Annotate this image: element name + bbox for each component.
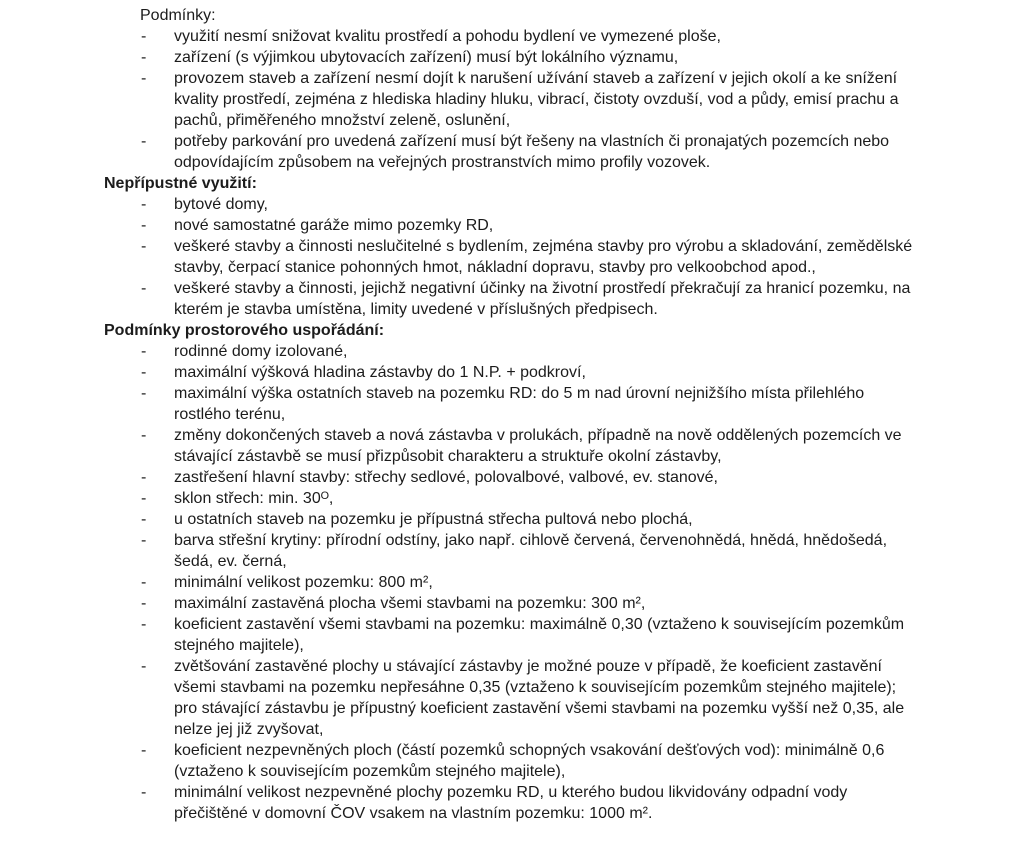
section-heading-podminky-prostoroveho-usporadani: Podmínky prostorového uspořádání:	[104, 322, 385, 339]
list-item-text: barva střešní krytiny: přírodní odstíny, jako např. cihlově červená, červenohnědá, hnědá, hnědošedá, šedá, ev. černá,	[174, 532, 888, 570]
list-item-text: nové samostatné garáže mimo pozemky RD,	[174, 217, 494, 234]
bullet-dash: -	[141, 532, 147, 549]
list-item-text: potřeby parkování pro uvedená zařízení musí být řešeny na vlastních či pronajatých pozemcích nebo odpovídajícím způsobem na veřejných prostranstvích mimo profily vozovek.	[174, 133, 890, 171]
list-item-text: veškeré stavby a činnosti neslučitelné s bydlením, zejména stavby pro výrobu a skladování, zemědělské stavby, čerpací stanice pohonných hmot, nákladní dopravu, stavby pro velkoobchod apod.,	[174, 238, 913, 276]
list-item	[141, 68, 1024, 131]
bullet-dash: -	[141, 616, 147, 633]
bullet-dash: -	[141, 49, 147, 66]
list-item-text: zastřešení hlavní stavby: střechy sedlové, polovalbové, valbové, ev. stanové,	[174, 469, 718, 486]
list-item	[141, 47, 1024, 68]
list-item	[141, 425, 1024, 467]
bullet-dash: -	[141, 574, 147, 591]
list-item-text: koeficient zastavění všemi stavbami na pozemku: maximálně 0,30 (vztaženo k souvisejícím pozemkům stejného majitele),	[174, 616, 905, 654]
list-item-text: provozem staveb a zařízení nesmí dojít k narušení užívání staveb a zařízení v jejich okolí a ke snížení kvality prostředí, zejména z hlediska hladiny hluku, vibrací, čistoty ovzduší, vod a půdy, emisí prachu a pachů, přiměřeného množství zeleně, oslunění,	[174, 70, 899, 129]
list-item	[141, 614, 1024, 656]
list-item	[141, 362, 1024, 383]
list-item	[141, 194, 1024, 215]
bullet-dash: -	[141, 427, 147, 444]
bullet-dash: -	[141, 595, 147, 612]
bullet-dash: -	[141, 133, 147, 150]
bullet-dash: -	[141, 469, 147, 486]
section-heading-nepripustne-vyuziti: Nepřípustné využití:	[104, 175, 257, 192]
list-item	[141, 467, 1024, 488]
list-item	[141, 656, 1024, 740]
bullet-dash: -	[141, 28, 147, 45]
list-item	[141, 383, 1024, 425]
bullet-dash: -	[141, 280, 147, 297]
bullet-dash: -	[141, 364, 147, 381]
list-item	[141, 236, 1024, 278]
list-item-text: koeficient nezpevněných ploch (částí pozemků schopných vsakování dešťových vod): minimálně 0,6 (vztaženo k souvisejícím pozemkům stejného majitele),	[174, 742, 885, 780]
bullet-dash: -	[141, 784, 147, 801]
list-item-text: maximální výšková hladina zástavby do 1 N.P. + podkroví,	[174, 364, 586, 381]
list-item	[141, 509, 1024, 530]
list-item-text: minimální velikost nezpevněné plochy pozemku RD, u kterého budou likvidovány odpadní vody přečištěné v domovní ČOV vsakem na vlastním pozemku: 1000 m².	[174, 784, 848, 822]
list-item	[141, 488, 1024, 509]
bullet-dash: -	[141, 217, 147, 234]
list-item-text: maximální zastavěná plocha všemi stavbami na pozemku: 300 m²,	[174, 595, 646, 612]
list-item	[141, 341, 1024, 362]
bullet-dash: -	[141, 385, 147, 402]
bullet-dash: -	[141, 343, 147, 360]
list-item-text: využití nesmí snižovat kvalitu prostředí a pohodu bydlení ve vymezené ploše,	[174, 28, 721, 45]
list-item	[141, 593, 1024, 614]
list-item-text: minimální velikost pozemku: 800 m²,	[174, 574, 433, 591]
list-item	[141, 782, 1024, 824]
bullet-dash: -	[141, 70, 147, 87]
section-heading-podminky: Podmínky:	[140, 7, 216, 24]
list-item-text: rodinné domy izolované,	[174, 343, 348, 360]
list-item-text: maximální výška ostatních staveb na pozemku RD: do 5 m nad úrovní nejnižšího místa přilehlého rostlého terénu,	[174, 385, 865, 423]
list-item-text: změny dokončených staveb a nová zástavba v prolukách, případně na nově oddělených pozemcích ve stávající zástavbě se musí přizpůsobit charakteru a struktuře okolní zástavby,	[174, 427, 902, 465]
list-item-text: u ostatních staveb na pozemku je přípustná střecha pultová nebo plochá,	[174, 511, 693, 528]
bullet-dash: -	[141, 490, 147, 507]
list-item-text: zařízení (s výjimkou ubytovacích zařízení) musí být lokálního významu,	[174, 49, 679, 66]
bullet-dash: -	[141, 238, 147, 255]
list-item-text: veškeré stavby a činnosti, jejichž negativní účinky na životní prostředí překračují za hranicí pozemku, na kterém je stavba umístěna, limity uvedené v příslušných předpisech.	[174, 280, 911, 318]
list-item	[141, 215, 1024, 236]
bullet-dash: -	[141, 511, 147, 528]
list-item	[141, 278, 1024, 320]
list-item-text: sklon střech: min. 30ᴼ,	[174, 490, 334, 507]
bullet-dash: -	[141, 742, 147, 759]
list-item	[141, 740, 1024, 782]
list-item	[141, 530, 1024, 572]
list-item	[141, 26, 1024, 47]
list-item-text: bytové domy,	[174, 196, 268, 213]
bullet-dash: -	[141, 658, 147, 675]
list-item	[141, 572, 1024, 593]
list-item	[141, 131, 1024, 173]
bullet-dash: -	[141, 196, 147, 213]
list-item-text: zvětšování zastavěné plochy u stávající zástavby je možné pouze v případě, že koeficient zastavění všemi stavbami na pozemku nepřesáhne 0,35 (vztaženo k souvisejícím pozemkům stejného majitele); pro stávající zástavbu je přípustný koeficient zastavění všemi stavbami na pozemku vyšší než 0,35, ale nelze jej již zvyšovat,	[174, 658, 905, 738]
